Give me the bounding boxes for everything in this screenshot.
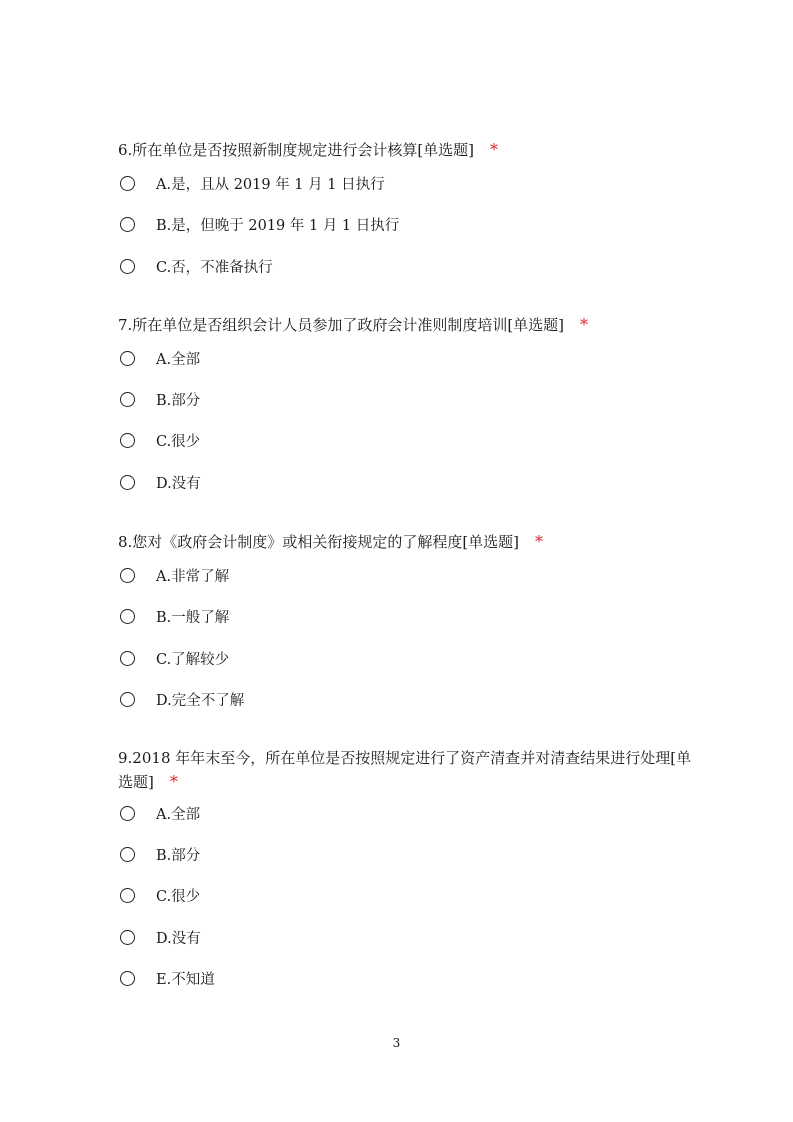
question-6-text: 6.所在单位是否按照新制度规定进行会计核算[单选题] <box>118 141 475 159</box>
radio-icon[interactable] <box>120 351 135 366</box>
option-label: A.非常了解 <box>156 568 230 585</box>
radio-icon[interactable] <box>120 930 135 945</box>
radio-icon[interactable] <box>120 692 135 707</box>
radio-icon[interactable] <box>120 392 135 407</box>
option-label: C.了解较少 <box>156 651 230 668</box>
option-label: C.很少 <box>156 888 201 905</box>
radio-icon[interactable] <box>120 971 135 986</box>
question-7-text: 7.所在单位是否组织会计人员参加了政府会计准则制度培训[单选题] <box>118 316 565 334</box>
question-6-option-a[interactable] <box>120 171 385 195</box>
question-9-option-a[interactable] <box>120 801 200 825</box>
question-7-option-c[interactable] <box>120 428 200 452</box>
question-9-text: 9.2018 年年末至今，所在单位是否按照规定进行了资产清查并对清查结果进行处理[单选题] <box>118 749 692 791</box>
question-8-option-d[interactable] <box>120 687 244 711</box>
required-mark: * <box>169 772 178 791</box>
option-label: E.不知道 <box>156 971 215 988</box>
option-label: A.全部 <box>156 351 201 368</box>
radio-icon[interactable] <box>120 176 135 191</box>
option-label: B.一般了解 <box>156 609 230 626</box>
option-label: B.部分 <box>156 847 201 864</box>
option-label: D.没有 <box>156 930 201 947</box>
radio-icon[interactable] <box>120 259 135 274</box>
question-8-text: 8.您对《政府会计制度》或相关衔接规定的了解程度[单选题] <box>118 533 520 551</box>
option-label: C.否，不准备执行 <box>156 259 273 276</box>
radio-icon[interactable] <box>120 217 135 232</box>
question-6-option-b[interactable] <box>120 212 399 236</box>
radio-icon[interactable] <box>120 888 135 903</box>
radio-icon[interactable] <box>120 475 135 490</box>
option-label: C.很少 <box>156 433 201 450</box>
question-7-option-a[interactable] <box>120 346 200 370</box>
question-6-option-c[interactable] <box>120 254 273 278</box>
option-label: D.没有 <box>156 475 201 492</box>
question-9-option-e[interactable] <box>120 966 215 990</box>
page-number: 3 <box>392 1036 401 1050</box>
option-label: A.全部 <box>156 806 201 823</box>
question-9 <box>118 746 698 794</box>
radio-icon[interactable] <box>120 568 135 583</box>
radio-icon[interactable] <box>120 609 135 624</box>
question-9-option-b[interactable] <box>120 842 200 866</box>
question-7-option-b[interactable] <box>120 387 200 411</box>
radio-icon[interactable] <box>120 806 135 821</box>
option-label: D.完全不了解 <box>156 692 245 709</box>
option-label: B.是，但晚于 2019 年 1 月 1 日执行 <box>156 217 400 234</box>
question-8-option-c[interactable] <box>120 646 229 670</box>
question-9-option-c[interactable] <box>120 883 200 907</box>
option-label: A.是，且从 2019 年 1 月 1 日执行 <box>156 176 385 193</box>
question-6 <box>118 138 698 162</box>
question-8-option-b[interactable] <box>120 604 229 628</box>
question-7 <box>118 313 698 337</box>
radio-icon[interactable] <box>120 847 135 862</box>
question-9-option-d[interactable] <box>120 925 201 949</box>
required-mark: * <box>490 140 499 159</box>
required-mark: * <box>580 315 589 334</box>
question-8-option-a[interactable] <box>120 563 229 587</box>
radio-icon[interactable] <box>120 651 135 666</box>
required-mark: * <box>535 532 544 551</box>
option-label: B.部分 <box>156 392 201 409</box>
question-8 <box>118 530 698 554</box>
radio-icon[interactable] <box>120 433 135 448</box>
question-7-option-d[interactable] <box>120 470 201 494</box>
